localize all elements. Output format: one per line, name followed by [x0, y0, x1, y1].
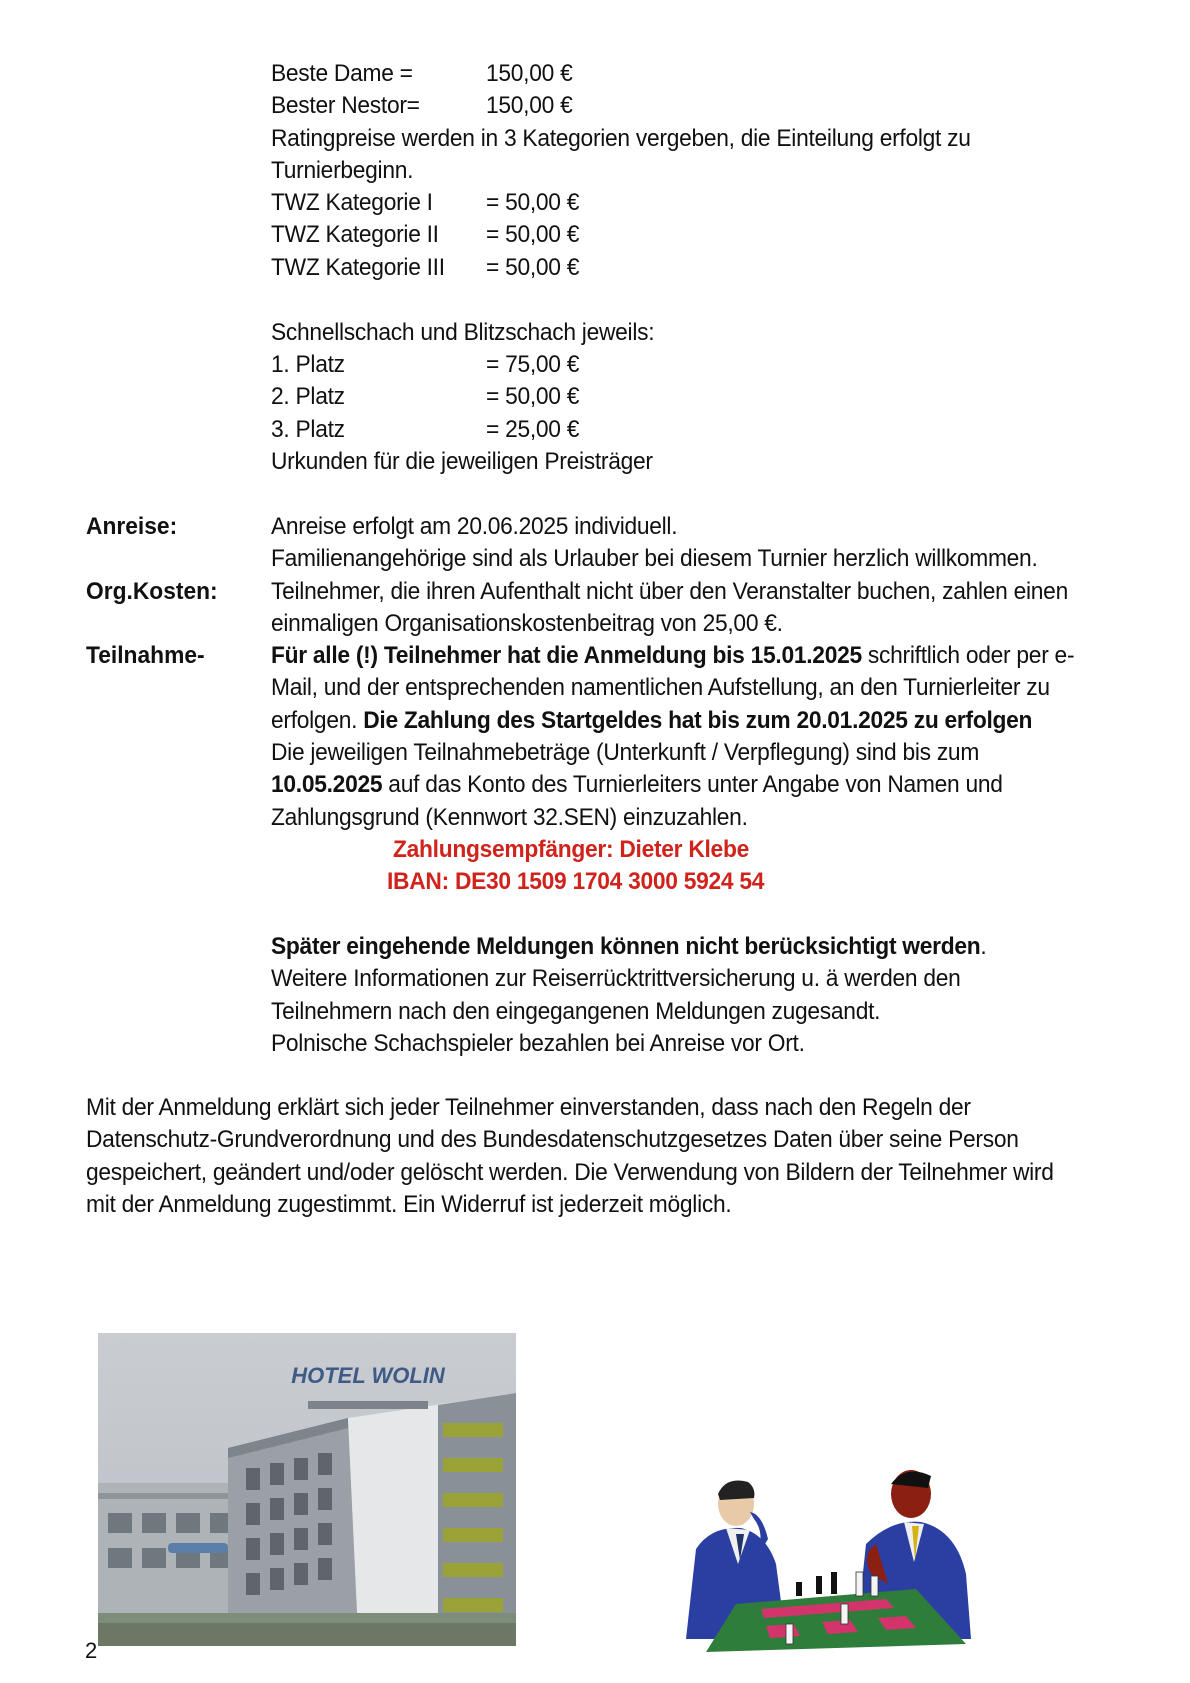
datenschutz-line1: Mit der Anmeldung erklärt sich jeder Teilnehmer einverstanden, dass nach den Regeln der [86, 1094, 971, 1121]
iban: IBAN: DE30 1509 1704 3000 5924 54 [387, 868, 765, 895]
urkunden-text: Urkunden für die jeweiligen Preisträger [271, 448, 653, 475]
teilnahme-date-bold: 10.05.2025 [271, 771, 383, 798]
platz-2-label: 2. Platz [271, 383, 345, 410]
teilnahme-line5-rest: auf das Konto des Turnierleiters unter Angabe von Namen und [382, 771, 1003, 798]
rating-text-line1: Ratingpreise werden in 3 Kategorien vergeben, die Einteilung erfolgt zu [271, 125, 971, 152]
zahlungsempfaenger: Zahlungsempfänger: Dieter Klebe [393, 836, 749, 863]
orgkosten-label: Org.Kosten: [86, 578, 218, 605]
datenschutz-line3: gespeichert, geändert und/oder gelöscht werden. Die Verwendung von Bildern der Teilnehmer wird [86, 1159, 1054, 1186]
twz-kategorie-2-value: = 50,00 € [486, 221, 580, 248]
spaeter-meldungen-bold: Später eingehende Meldungen können nicht berücksichtigt werden [271, 933, 981, 960]
chess-illustration [666, 1464, 978, 1652]
anreise-line1: Anreise erfolgt am 20.06.2025 individuell. [271, 513, 678, 540]
teilnahme-line3-start: erfolgen. [271, 707, 364, 734]
hotel-illustration [98, 1333, 516, 1646]
orgkosten-line2: einmaligen Organisationskostenbeitrag von 25,00 €. [271, 610, 783, 637]
anmeldung-deadline-bold: Für alle (!) Teilnehmer hat die Anmeldung bis 15.01.2025 [271, 642, 862, 669]
hotel-sign-text: HOTEL WOLIN [291, 1363, 445, 1388]
hotel-photo [98, 1333, 516, 1646]
bester-nestor-value: 150,00 € [486, 92, 573, 119]
page-number: 2 [85, 1638, 98, 1663]
twz-kategorie-2-label: TWZ Kategorie II [271, 221, 439, 248]
rating-text-line2: Turnierbeginn. [271, 157, 414, 184]
twz-kategorie-3-value: = 50,00 € [486, 254, 580, 281]
twz-kategorie-1-value: = 50,00 € [486, 189, 580, 216]
orgkosten-line1: Teilnehmer, die ihren Aufenthalt nicht über den Veranstalter buchen, zahlen einen [271, 578, 1068, 605]
beste-dame-value: 150,00 € [486, 60, 573, 87]
teilnahme-line4: Die jeweiligen Teilnahmebeträge (Unterkunft / Verpflegung) sind bis zum [271, 739, 980, 766]
platz-3-value: = 25,00 € [486, 416, 580, 443]
spaeter-meldungen [271, 932, 986, 962]
twz-kategorie-1-label: TWZ Kategorie I [271, 189, 433, 216]
weitere-info-line2: Teilnehmern nach den eingegangenen Meldungen zugesandt. [271, 998, 881, 1025]
spaeter-meldungen-end: . [980, 933, 987, 960]
datenschutz-line2: Datenschutz-Grundverordnung und des Bundesdatenschutzgesetzes Daten über seine Person [86, 1126, 1019, 1153]
teilnahme-line2: Mail, und der entsprechenden namentlichen Aufstellung, an den Turnierleiter zu [271, 674, 1050, 701]
startgeld-deadline-bold: Die Zahlung des Startgeldes hat bis zum 20.01.2025 zu erfolgen [363, 707, 1033, 734]
teilnahme-line1 [271, 641, 1074, 671]
beste-dame-label: Beste Dame = [271, 60, 413, 87]
platz-2-value: = 50,00 € [486, 383, 580, 410]
teilnahme-line3 [271, 706, 1032, 736]
platz-1-label: 1. Platz [271, 351, 345, 378]
weitere-info-line1: Weitere Informationen zur Reiserrücktrittversicherung u. ä werden den [271, 965, 961, 992]
anreise-line2: Familienangehörige sind als Urlauber bei diesem Turnier herzlich willkommen. [271, 545, 1038, 572]
teilnahme-label: Teilnahme- [86, 642, 205, 669]
teilnahme-line1-rest: schriftlich oder per e- [861, 642, 1075, 669]
twz-kategorie-3-label: TWZ Kategorie III [271, 254, 445, 281]
datenschutz-line4: mit der Anmeldung zugestimmt. Ein Widerruf ist jederzeit möglich. [86, 1191, 732, 1218]
teilnahme-line5 [271, 770, 1003, 800]
anreise-label: Anreise: [86, 513, 178, 540]
chess-players-clipart [666, 1464, 978, 1652]
platz-1-value: = 75,00 € [486, 351, 580, 378]
polnische-schachspieler: Polnische Schachspieler bezahlen bei Anreise vor Ort. [271, 1030, 805, 1057]
bester-nestor-label: Bester Nestor= [271, 92, 420, 119]
schnellschach-heading: Schnellschach und Blitzschach jeweils: [271, 319, 655, 346]
platz-3-label: 3. Platz [271, 416, 345, 443]
teilnahme-line6: Zahlungsgrund (Kennwort 32.SEN) einzuzahlen. [271, 804, 748, 831]
